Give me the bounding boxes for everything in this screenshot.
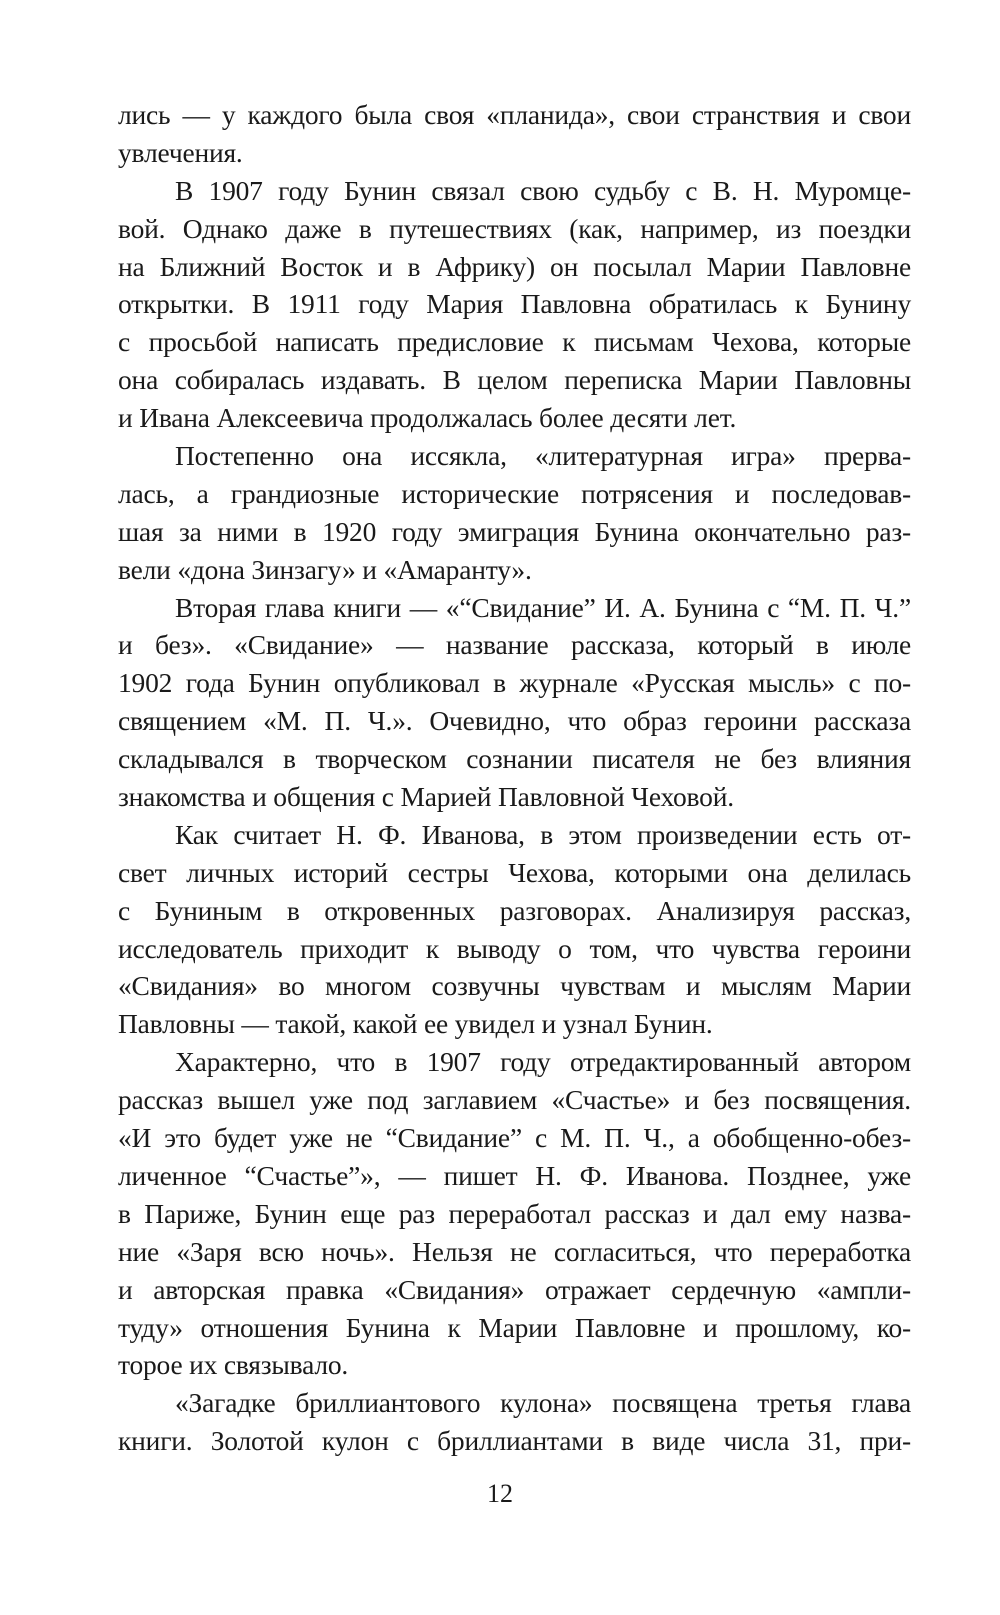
text-line: лись — у каждого была своя «планида», свои странствия и свои xyxy=(118,99,911,130)
page-number: 12 xyxy=(487,1479,513,1508)
text-line: лась, а грандиозные исторические потрясения и последовав- xyxy=(118,477,911,509)
text-line: шая за ними в 1920 году эмиграция Бунина окончательно раз- xyxy=(118,515,911,547)
text-line: туду» отношения Бунина к Марии Павловне и прошлому, ко- xyxy=(118,1311,911,1343)
text-line: книги. Золотой кулон с бриллиантами в виде числа 31, при- xyxy=(118,1425,911,1457)
text-line: исследователь приходит к выводу о том, что чувства героини xyxy=(118,932,911,964)
text-line: ние «Заря всю ночь». Нельзя не согласиться, что переработка xyxy=(118,1235,911,1267)
text-line: в Париже, Бунин еще раз переработал рассказ и дал ему назва- xyxy=(118,1197,911,1229)
text-line: и авторская правка «Свидания» отражает сердечную «ампли- xyxy=(118,1273,911,1305)
page-body xyxy=(118,96,911,1460)
text-line: В 1907 году Бунин связал свою судьбу с В. Н. Муромце- xyxy=(175,174,911,206)
text-line: и без». «Свидание» — название рассказа, который в июле xyxy=(118,629,911,661)
text-line: и Ивана Алексеевича продолжалась более десяти лет. xyxy=(118,402,737,434)
text-line: Характерно, что в 1907 году отредактированный автором xyxy=(175,1046,911,1078)
text-line: увлечения. xyxy=(118,136,243,168)
text-line: личенное “Счастье”», — пишет Н. Ф. Иванова. Позднее, уже xyxy=(118,1159,911,1191)
text-line: вели «дона Зинзагу» и «Амаранту». xyxy=(118,553,532,585)
text-line: рассказ вышел уже под заглавием «Счастье» и без посвящения. xyxy=(118,1084,911,1116)
text-line: вой. Однако даже в путешествиях (как, например, из поездки xyxy=(118,212,911,244)
text-line: свет личных историй сестры Чехова, которыми она делилась xyxy=(118,856,911,888)
text-line: Павловны — такой, какой ее увидел и узнал Бунин. xyxy=(118,1008,713,1040)
text-line: «Свидания» во многом созвучны чувствам и мыслям Марии xyxy=(118,970,911,1002)
text-line: Постепенно она иссякла, «литературная игра» прерва- xyxy=(175,440,911,472)
text-line: Как считает Н. Ф. Иванова, в этом произведении есть от- xyxy=(175,818,911,850)
text-line: 1902 года Бунин опубликовал в журнале «Русская мысль» с по- xyxy=(118,667,911,699)
text-line: знакомства и общения с Марией Павловной Чеховой. xyxy=(118,781,734,813)
text-line: она собиралась издавать. В целом переписка Марии Павловны xyxy=(118,364,911,396)
text-line: священием «М. П. Ч.». Очевидно, что образ героини рассказа xyxy=(118,705,911,737)
text-line: Вторая глава книги — «“Свидание” И. А. Бунина с “М. П. Ч.” xyxy=(175,591,911,623)
text-line: складывался в творческом сознании писателя не без влияния xyxy=(118,743,911,775)
text-line: открытки. В 1911 году Мария Павловна обратилась к Бунину xyxy=(118,288,911,320)
text-line: «И это будет уже не “Свидание” с М. П. Ч., а обобщенно-обез- xyxy=(118,1122,911,1154)
text-line: с просьбой написать предисловие к письмам Чехова, которые xyxy=(118,326,911,358)
text-line: с Буниным в откровенных разговорах. Анализируя рассказ, xyxy=(118,894,911,926)
text-line: на Ближний Восток и в Африку) он посылал Марии Павловне xyxy=(118,250,911,282)
text-line: «Загадке бриллиантового кулона» посвящена третья глава xyxy=(175,1387,911,1419)
text-line: торое их связывало. xyxy=(118,1349,349,1381)
